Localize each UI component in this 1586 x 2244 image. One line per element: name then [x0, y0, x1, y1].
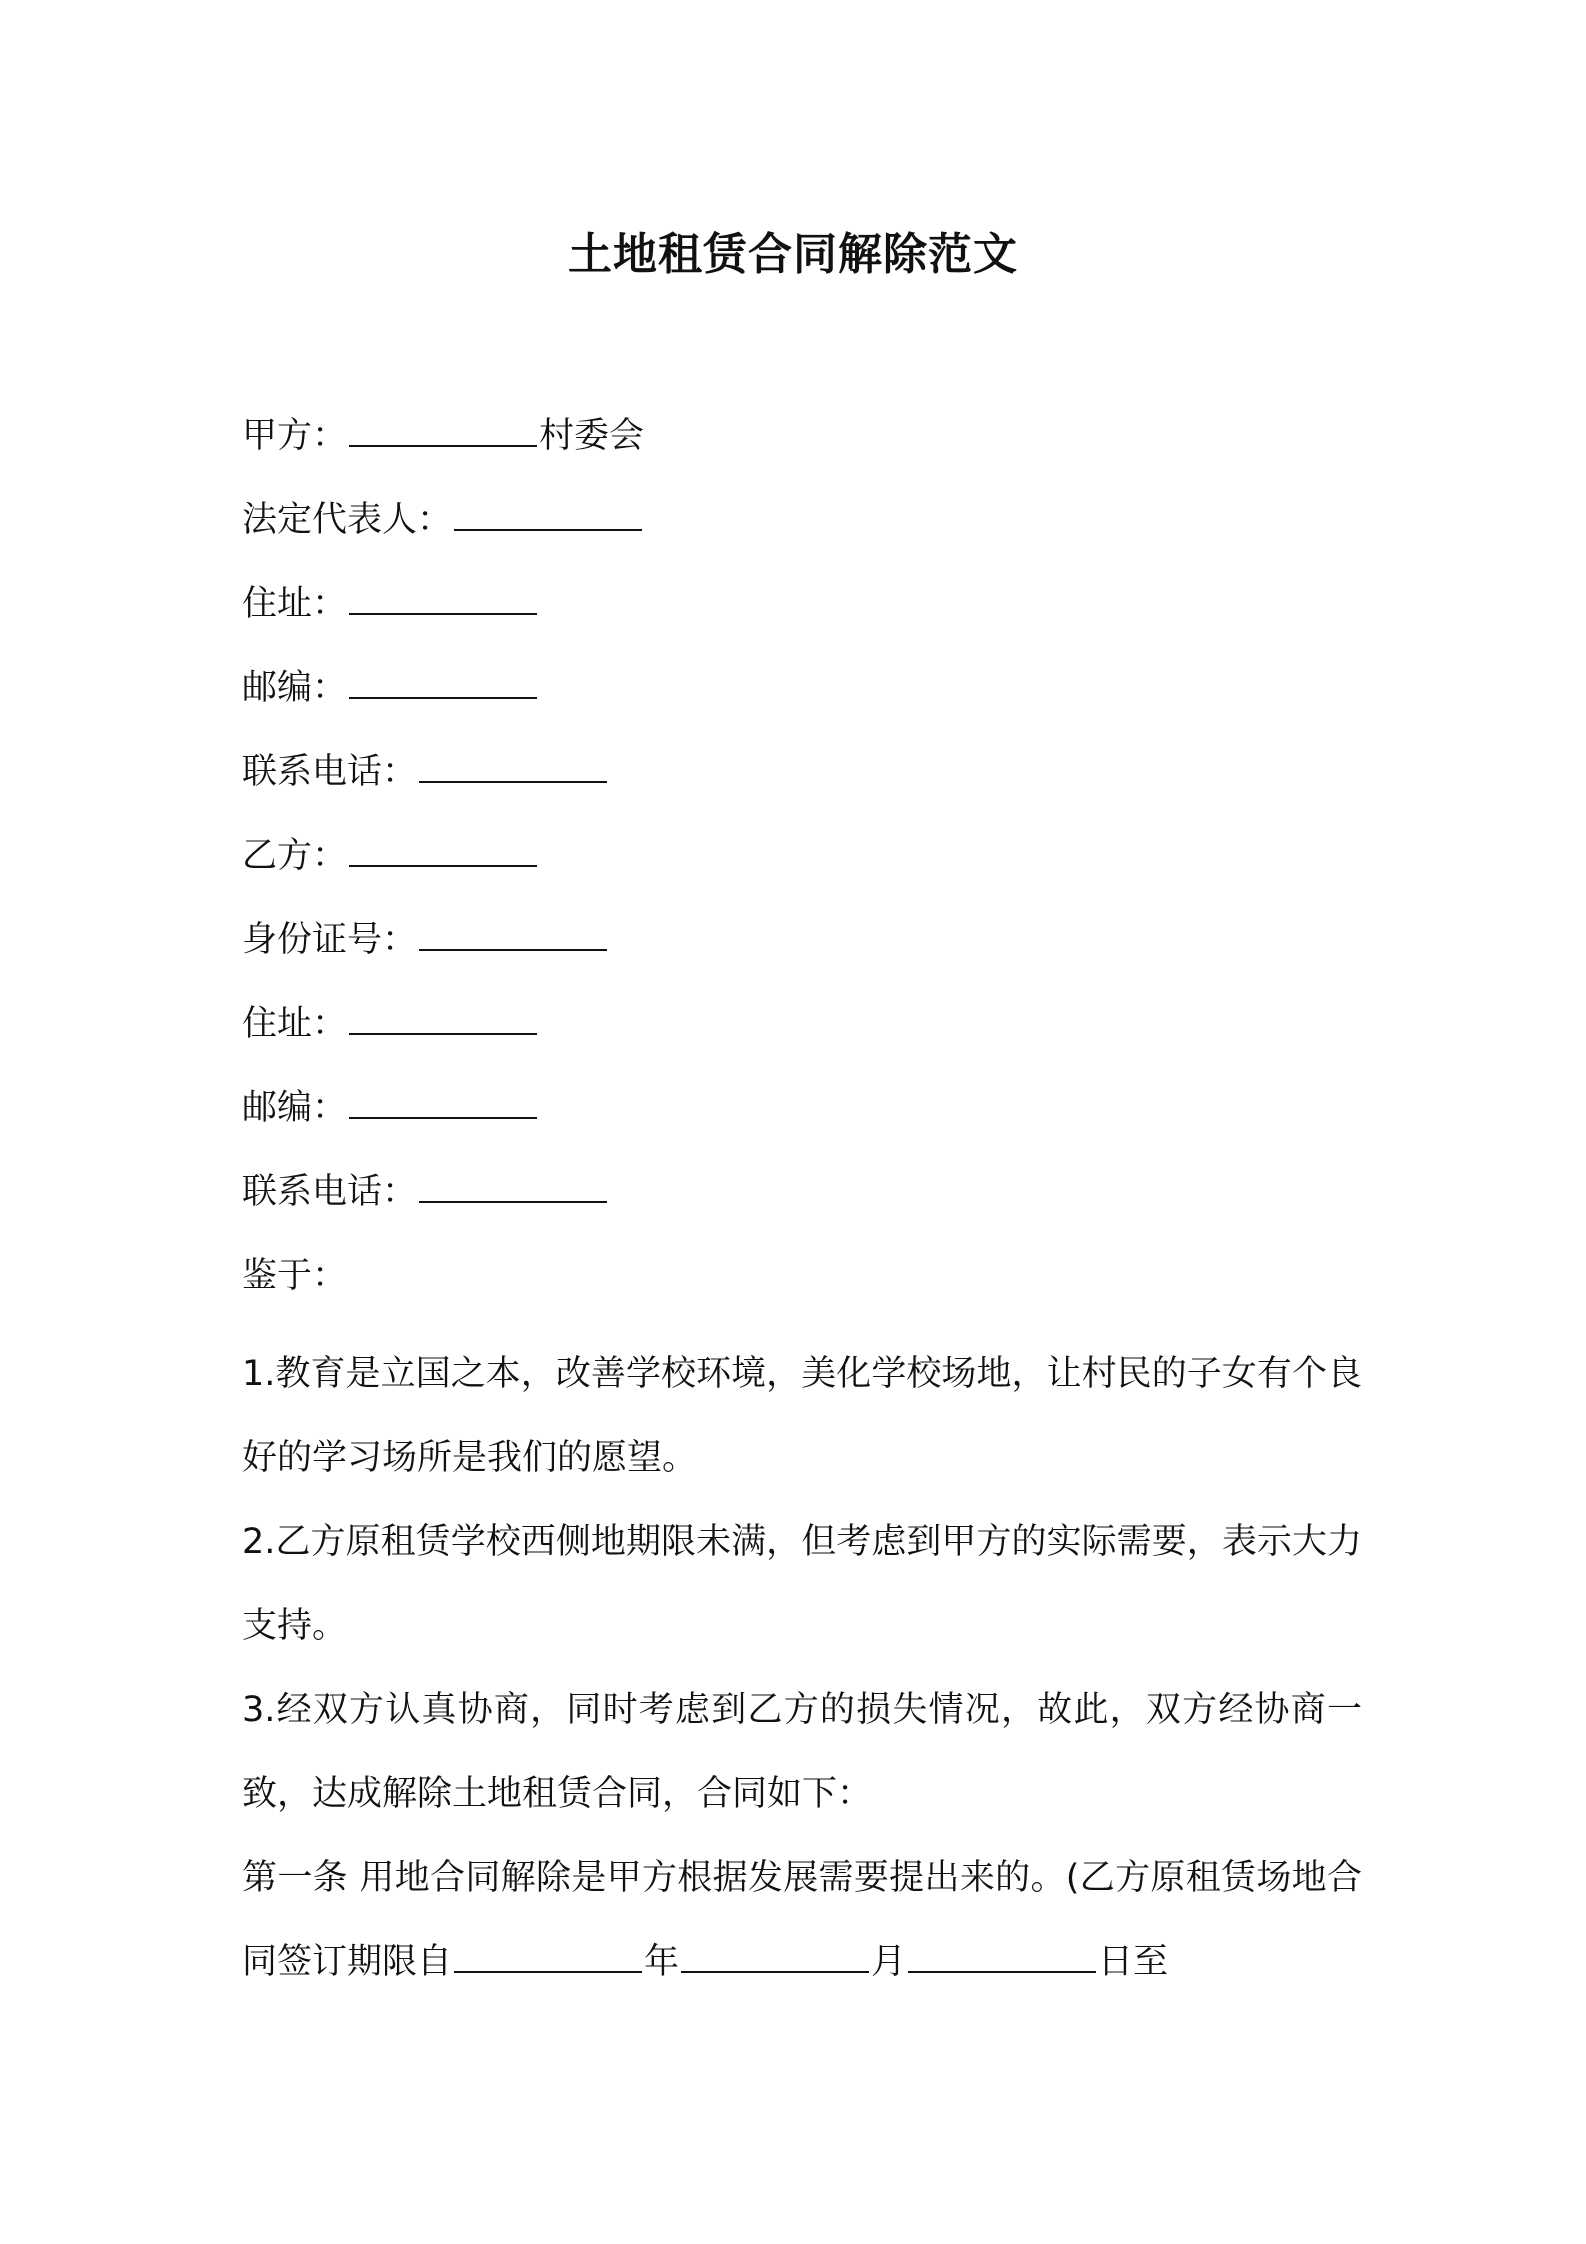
field-phone-a: [242, 744, 1362, 828]
article-1-text: 第一条 用地合同解除是甲方根据发展需要提出来的。(乙方原租赁场地合同签订期限自: [242, 1858, 1362, 1982]
field-address-b: [242, 996, 1362, 1080]
field-label: 住址：: [242, 1004, 348, 1044]
year-label: 年: [644, 1942, 680, 1982]
field-legal-representative: [242, 492, 1362, 576]
paragraph-3: 3.经双方认真协商，同时考虑到乙方的损失情况，故此，双方经协商一致，达成解除土地租赁合同，合同如下：: [242, 1690, 1362, 1814]
blank-line: [349, 829, 537, 867]
field-postcode-a: [242, 660, 1362, 744]
paragraph-1: 1.教育是立国之本，改善学校环境，美化学校场地，让村民的子女有个良好的学习场所是我们的愿望。: [242, 1354, 1362, 1478]
blank-line: [454, 493, 642, 531]
field-label: 甲方：: [242, 416, 348, 456]
field-postcode-b: [242, 1080, 1362, 1164]
month-label: 月: [871, 1942, 907, 1982]
paragraph-2: 2.乙方原租赁学校西侧地期限未满，但考虑到甲方的实际需要，表示大力支持。: [242, 1522, 1362, 1646]
field-label: 联系电话：: [242, 752, 418, 792]
blank-line: [419, 745, 607, 783]
field-label: 法定代表人：: [242, 500, 453, 540]
field-phone-b: [242, 1164, 1362, 1248]
blank-line: [349, 577, 537, 615]
article-1: [242, 1836, 1362, 2004]
whereas-heading: 鉴于：: [242, 1256, 348, 1296]
blank-line: [349, 997, 537, 1035]
field-label: 邮编：: [242, 1088, 348, 1128]
field-suffix: 村委会: [539, 416, 645, 456]
document-body: [242, 408, 1362, 2004]
field-id-number: [242, 912, 1362, 996]
blank-line: [349, 661, 537, 699]
day-to-label: 日至: [1098, 1942, 1169, 1982]
field-address-a: [242, 576, 1362, 660]
field-party-a: [242, 408, 1362, 492]
blank-line: [419, 913, 607, 951]
blank-line: [681, 1935, 869, 1973]
blank-line: [349, 1081, 537, 1119]
blank-line: [908, 1935, 1096, 1973]
field-label: 联系电话：: [242, 1172, 418, 1212]
field-label: 邮编：: [242, 668, 348, 708]
field-label: 乙方：: [242, 836, 348, 876]
blank-line: [419, 1165, 607, 1203]
field-label: 住址：: [242, 584, 348, 624]
field-label: 身份证号：: [242, 920, 418, 960]
blank-line: [454, 1935, 642, 1973]
field-party-b: [242, 828, 1362, 912]
document-title: 土地租赁合同解除范文: [568, 229, 1018, 280]
blank-line: [349, 409, 537, 447]
